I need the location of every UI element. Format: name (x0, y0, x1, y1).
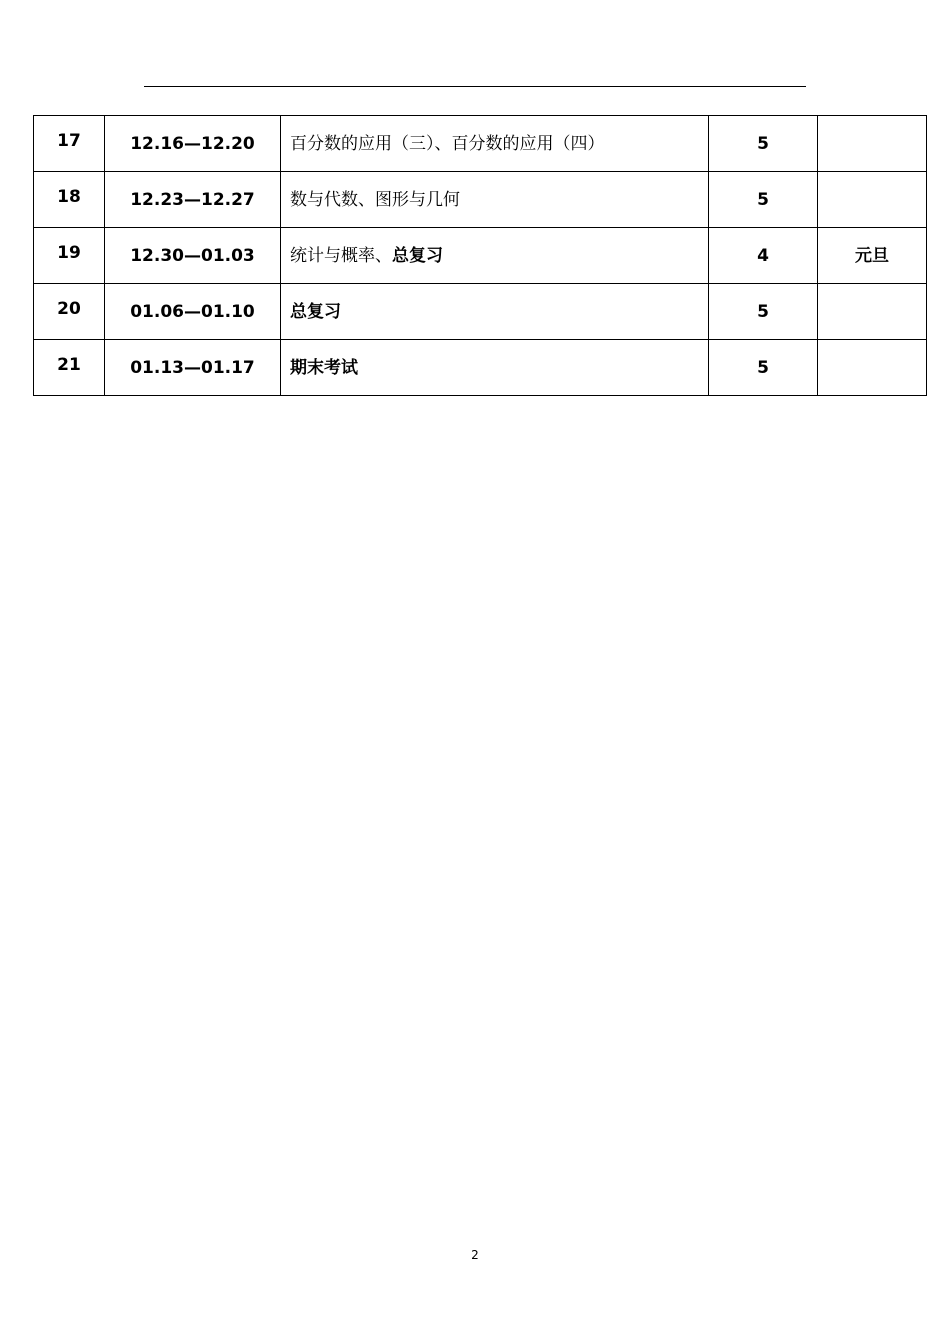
week-cell: 21 (34, 340, 105, 396)
content-bold-text: 总复习 (392, 245, 443, 266)
week-cell: 20 (34, 284, 105, 340)
content-cell (281, 340, 709, 396)
date-range-cell: 12.30—01.03 (105, 228, 281, 284)
note-cell (818, 340, 927, 396)
content-text: 百分数的应用（三）、百分数的应用（四） (290, 133, 605, 154)
date-range-cell: 01.13—01.17 (105, 340, 281, 396)
content-text: 数与代数、图形与几何 (290, 189, 460, 210)
hours-cell: 5 (709, 340, 818, 396)
content-cell (281, 228, 709, 284)
schedule-table (33, 115, 927, 396)
week-cell: 19 (34, 228, 105, 284)
note-cell: 元旦 (818, 228, 927, 284)
table-row (34, 172, 927, 228)
content-cell (281, 116, 709, 172)
note-cell (818, 116, 927, 172)
content-bold-text: 总复习 (290, 301, 341, 322)
table-row (34, 284, 927, 340)
table-row (34, 340, 927, 396)
note-cell (818, 284, 927, 340)
date-range-cell: 12.16—12.20 (105, 116, 281, 172)
week-cell: 18 (34, 172, 105, 228)
note-cell (818, 172, 927, 228)
header-rule (144, 86, 806, 87)
content-text: 统计与概率、 (290, 245, 392, 266)
hours-cell: 4 (709, 228, 818, 284)
week-cell: 17 (34, 116, 105, 172)
date-range-cell: 12.23—12.27 (105, 172, 281, 228)
page-number: 2 (471, 1248, 479, 1262)
hours-cell: 5 (709, 172, 818, 228)
content-bold-text: 期末考试 (290, 357, 358, 378)
hours-cell: 5 (709, 116, 818, 172)
table-row (34, 228, 927, 284)
date-range-cell: 01.06—01.10 (105, 284, 281, 340)
content-cell (281, 172, 709, 228)
content-cell (281, 284, 709, 340)
hours-cell: 5 (709, 284, 818, 340)
table-row (34, 116, 927, 172)
